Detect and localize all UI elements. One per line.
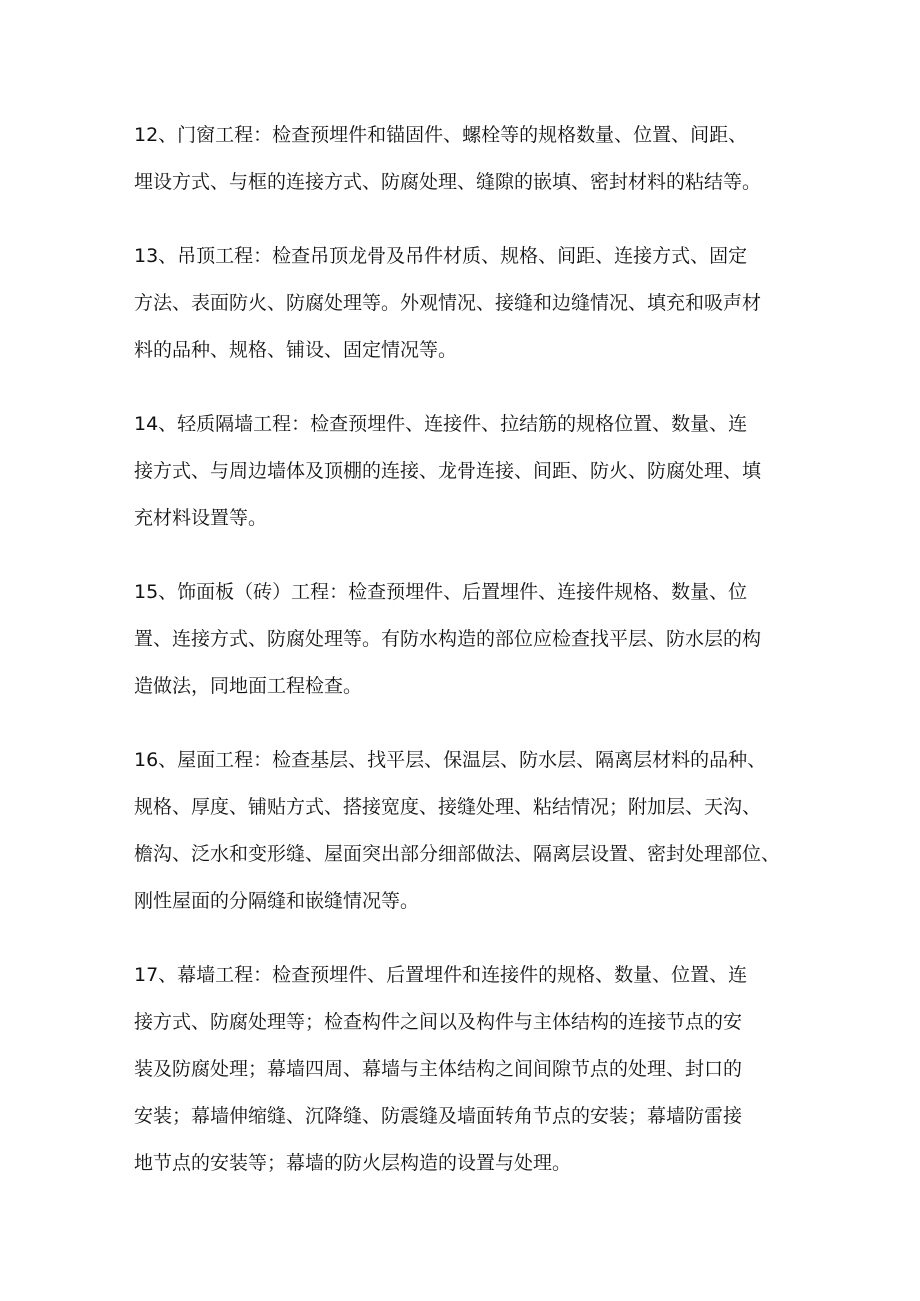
paragraph-facing-panels [134, 569, 814, 710]
text-line: 刚性屋面的分隔缝和嵌缝情况等。 [134, 890, 420, 912]
paragraph-roofing [134, 737, 814, 925]
text-line: 地节点的安装等；幕墙的防火层构造的设置与处理。 [134, 1152, 572, 1174]
text-line: 17、幕墙工程：检查预埋件、后置埋件和连接件的规格、数量、位置、连 [134, 964, 748, 986]
text-line: 接方式、防腐处理等；检查构件之间以及构件与主体结构的连接节点的安 [134, 1011, 743, 1033]
text-line: 充材料设置等。 [134, 507, 268, 529]
text-line: 12、门窗工程：检查预埋件和锚固件、螺栓等的规格数量、位置、间距、 [134, 124, 748, 146]
paragraph-partition-wall [134, 401, 814, 542]
text-line: 埋设方式、与框的连接方式、防腐处理、缝隙的嵌填、密封材料的粘结等。 [134, 171, 762, 193]
text-line: 接方式、与周边墙体及顶棚的连接、龙骨连接、间距、防火、防腐处理、填 [134, 460, 762, 482]
paragraph-doors-windows [134, 112, 814, 206]
text-line: 料的品种、规格、铺设、固定情况等。 [134, 339, 458, 361]
text-line: 14、轻质隔墙工程：检查预埋件、连接件、拉结筋的规格位置、数量、连 [134, 413, 748, 435]
text-line: 造做法，同地面工程检查。 [134, 675, 363, 697]
text-line: 檐沟、泛水和变形缝、屋面突出部分细部做法、隔离层设置、密封处理部位、 [134, 843, 781, 865]
text-line: 规格、厚度、铺贴方式、搭接宽度、接缝处理、粘结情况；附加层、天沟、 [134, 796, 762, 818]
paragraph-curtain-wall [134, 952, 814, 1187]
text-line: 置、连接方式、防腐处理等。有防水构造的部位应检查找平层、防水层的构 [134, 628, 762, 650]
paragraph-ceiling [134, 233, 814, 374]
text-line: 16、屋面工程：检查基层、找平层、保温层、防水层、隔离层材料的品种、 [134, 749, 767, 771]
text-line: 13、吊顶工程：检查吊顶龙骨及吊件材质、规格、间距、连接方式、固定 [134, 245, 748, 267]
text-line: 方法、表面防火、防腐处理等。外观情况、接缝和边缝情况、填充和吸声材 [134, 292, 762, 314]
text-line: 安装；幕墙伸缩缝、沉降缝、防震缝及墙面转角节点的安装；幕墙防雷接 [134, 1105, 743, 1127]
text-line: 15、饰面板（砖）工程：检查预埋件、后置埋件、连接件规格、数量、位 [134, 581, 748, 603]
text-line: 装及防腐处理；幕墙四周、幕墙与主体结构之间间隙节点的处理、封口的 [134, 1058, 743, 1080]
